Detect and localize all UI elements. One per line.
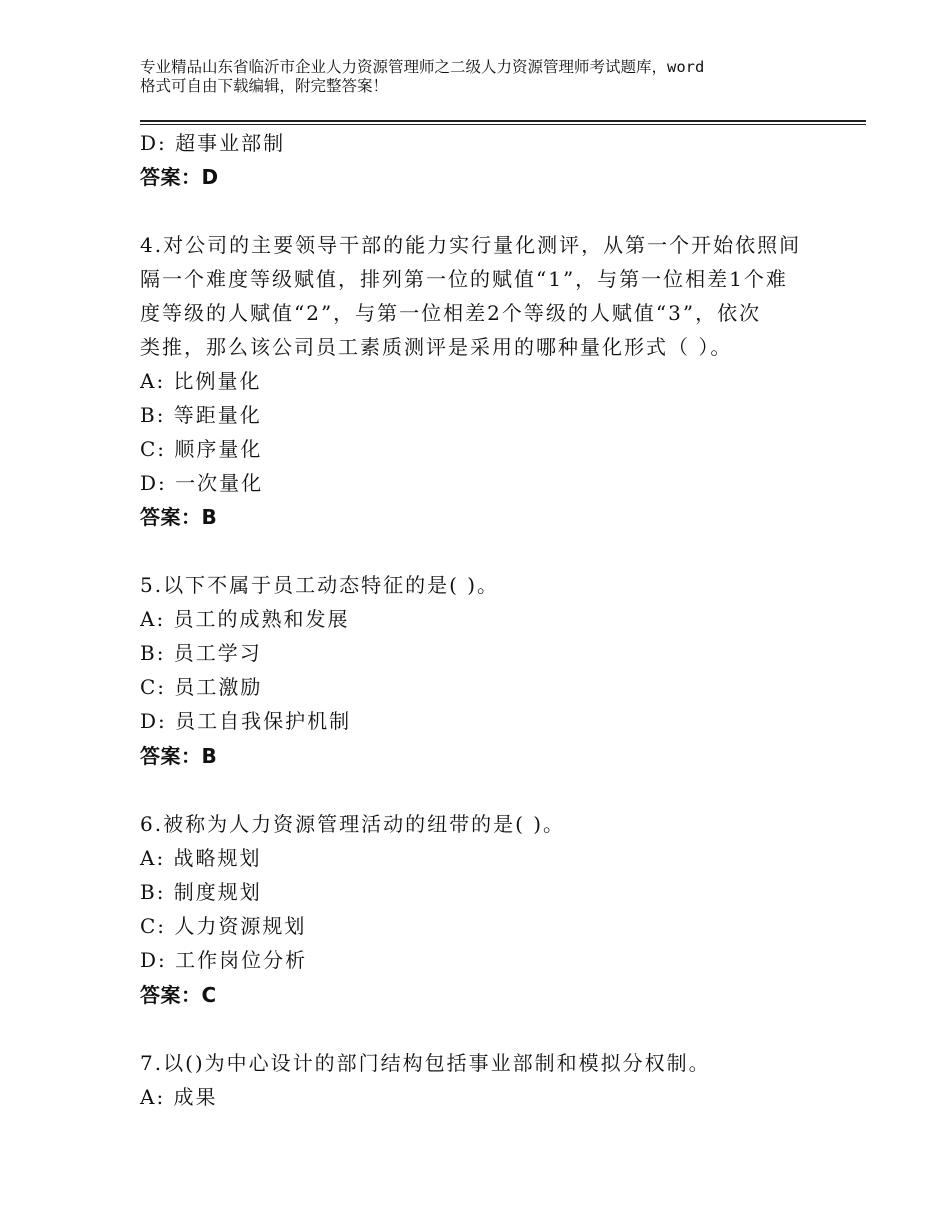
question-4-stem-line-4: 类推，那么该公司员工素质测评是采用的哪种量化形式（ ）。	[140, 335, 733, 359]
question-7-stem: 7.以()为中心设计的部门结构包括事业部制和模拟分权制。	[140, 1051, 711, 1075]
question-6-option-d: D: 工作岗位分析	[140, 948, 308, 972]
header-divider-thin	[140, 124, 866, 125]
header-line-2: 格式可自由下载编辑，附完整答案！	[140, 77, 389, 95]
question-6-stem: 6.被称为人力资源管理活动的纽带的是( )。	[140, 812, 566, 836]
question-7-option-a: A: 成果	[140, 1085, 218, 1109]
question-5-option-a: A: 员工的成熟和发展	[140, 607, 350, 631]
question-4-option-d: D: 一次量化	[140, 471, 264, 495]
header-line-1: 专业精品山东省临沂市企业人力资源管理师之二级人力资源管理师考试题库，word	[140, 58, 705, 76]
question-5-option-b: B: 员工学习	[140, 641, 262, 665]
question-6-option-c: C: 人力资源规划	[140, 914, 307, 938]
question-5-option-d: D: 员工自我保护机制	[140, 709, 352, 733]
document-header	[140, 58, 830, 96]
question-4-option-b: B: 等距量化	[140, 403, 262, 427]
answer: 答案：D	[140, 165, 219, 189]
option-d: D: 超事业部制	[140, 131, 286, 155]
header-divider-thick	[140, 120, 866, 122]
question-6-option-a: A: 战略规划	[140, 846, 262, 870]
question-4-stem-line-3: 度等级的人赋值“2”，与第一位相差2个等级的人赋值“3”，依次	[140, 301, 762, 325]
question-4-stem-line-1: 4.对公司的主要领导干部的能力实行量化测评，从第一个开始依照间	[140, 233, 802, 257]
question-5-option-c: C: 员工激励	[140, 675, 263, 699]
question-4-option-c: C: 顺序量化	[140, 437, 263, 461]
question-5-answer: 答案：B	[140, 744, 218, 768]
question-4-stem-line-2: 隔一个难度等级赋值，排列第一位的赋值“1”，与第一位相差1个难	[140, 267, 788, 291]
question-5-stem: 5.以下不属于员工动态特征的是( )。	[140, 573, 500, 597]
question-4-answer: 答案：B	[140, 505, 218, 529]
question-6-answer: 答案：C	[140, 983, 217, 1007]
question-6-option-b: B: 制度规划	[140, 880, 262, 904]
question-4-option-a: A: 比例量化	[140, 369, 262, 393]
